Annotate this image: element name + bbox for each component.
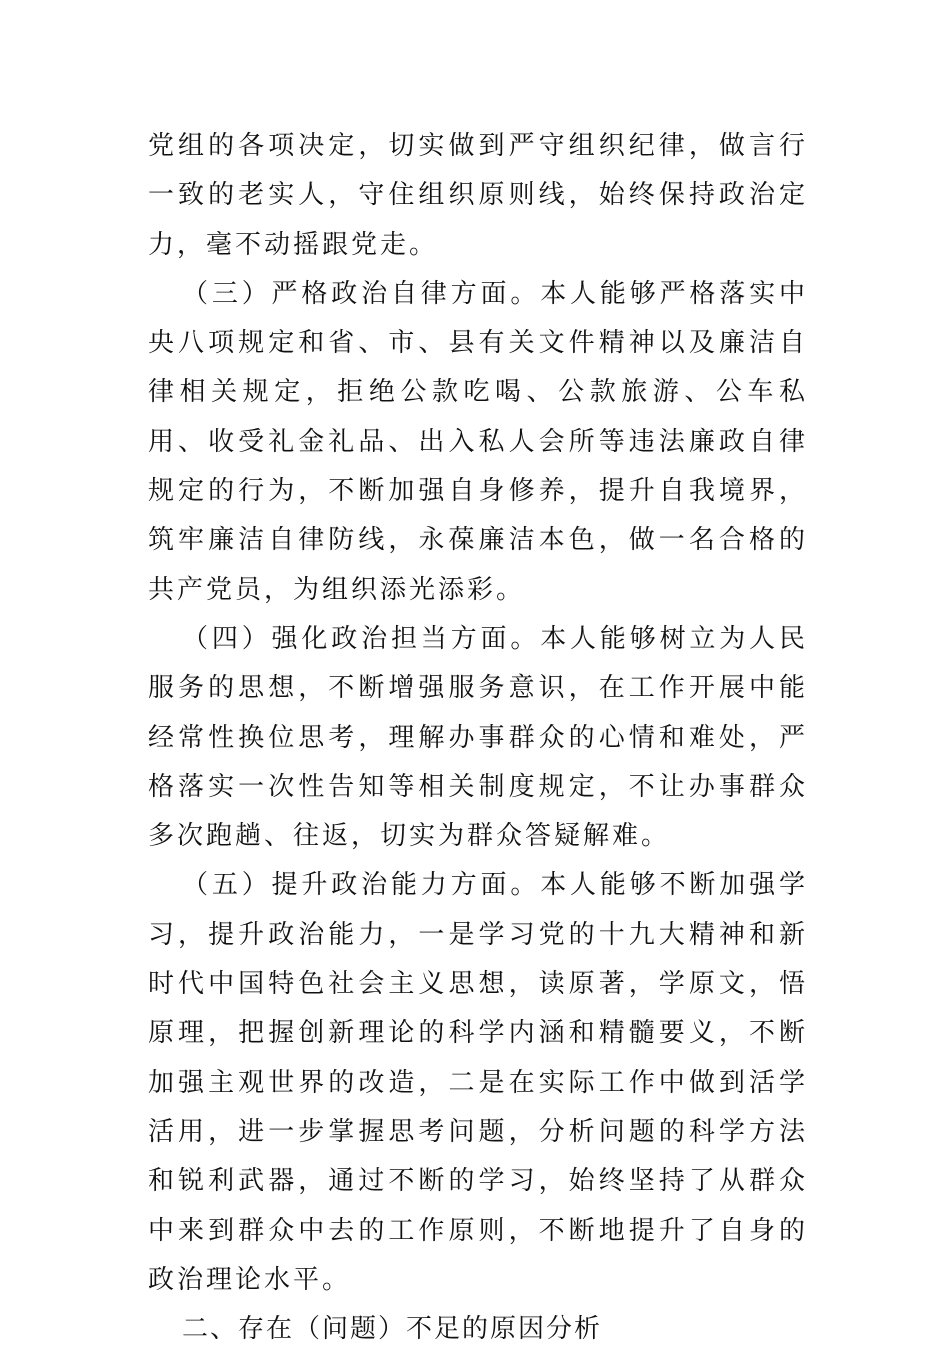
- paragraph-continuation: 党组的各项决定，切实做到严守组织纪律，做言行一致的老实人，守住组织原则线，始终保持政治定力，毫不动摇跟党走。: [148, 131, 808, 260]
- document-body: [148, 122, 808, 1354]
- paragraph-political-self-discipline: （三）严格政治自律方面。本人能够严格落实中央八项规定和省、市、县有关文件精神以及廉洁自律相关规定，拒绝公款吃喝、公款旅游、公车私用、收受礼金礼品、出入私人会所等违法廉政自律规定的行为，不断加强自身修养，提升自我境界，筑牢廉洁自律防线，永葆廉洁本色，做一名合格的共产党员，为组织添光添彩。: [148, 278, 808, 605]
- section-heading: 二、存在（问题）不足的原因分析: [182, 1314, 603, 1345]
- paragraph-political-responsibility: （四）强化政治担当方面。本人能够树立为人民服务的思想，不断增强服务意识，在工作开展中能经常性换位思考，理解办事群众的心情和难处，严格落实一次性告知等相关制度规定，不让办事群众多次跑趟、往返，切实为群众答疑解难。: [148, 623, 808, 852]
- paragraph-political-capability: （五）提升政治能力方面。本人能够不断加强学习，提升政治能力，一是学习党的十九大精神和新时代中国特色社会主义思想，读原著，学原文，悟原理，把握创新理论的科学内涵和精髓要义，不断加强主观世界的改造，二是在实际工作中做到活学活用，进一步掌握思考问题，分析问题的科学方法和锐利武器，通过不断的学习，始终坚持了从群众中来到群众中去的工作原则，不断地提升了自身的政治理论水平。: [148, 870, 808, 1295]
